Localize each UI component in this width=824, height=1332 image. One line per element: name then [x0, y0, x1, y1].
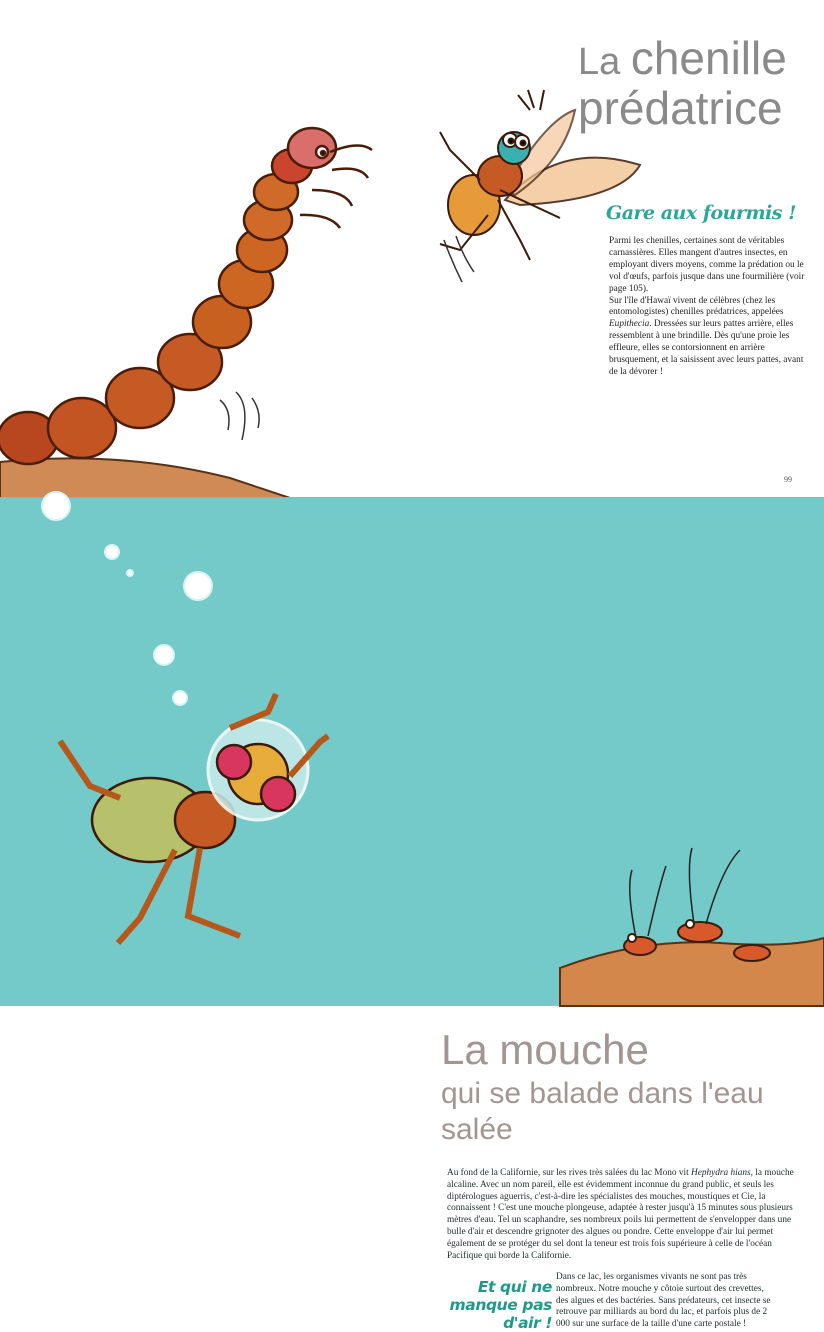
- diving-fly: [60, 694, 328, 943]
- body-text-secondary: [556, 1272, 778, 1331]
- paragraph: Parmi les chenilles, certaines sont de véritables carnassières. Elles mangent d'autres insectes, en employant divers moyens, comme la prédation ou le vol d'œufs, parfois jusque dans une fourmilière (voir page 105).: [609, 236, 805, 294]
- caterpillar: [0, 128, 372, 464]
- ground-mound: [0, 458, 290, 498]
- diving-fly-illustration: [0, 498, 824, 1006]
- page-title-line3: salée: [441, 1113, 513, 1146]
- body-text: [609, 236, 809, 379]
- motion-lines: [220, 392, 259, 440]
- paragraph: Dans ce lac, les organismes vivants ne sont pas très nombreux. Notre mouche y côtoie surtout des crevettes, des algues et des bactéries. Sans prédateurs, cet insecte se retrouve par milliards au bord du lac, et parfois plus de 2 000 sur une surface de la taille d'une carte postale !: [556, 1272, 771, 1330]
- body-text-main: [447, 1168, 805, 1262]
- air-bubbles: [42, 492, 212, 705]
- section-subtitle: Gare aux fourmis !: [606, 202, 796, 224]
- page-title-line2: prédatrice: [578, 82, 783, 134]
- paragraph: Sur l'île d'Hawaï vivent de célèbres (chez les entomologistes) chenilles prédatrices, appelées Eupithecia. Dressées sur leurs pattes arrière, elles ressemblent à une brindille. Dès qu'une proie les effleure, elles se contorsionnent en arrière brusquement, et la saisissent avec leurs pattes, avant de la dévorer !: [609, 295, 804, 377]
- paragraph: Au fond de la Californie, sur les rives très salées du lac Mono vit Hephydra hians, la mouche alcaline. Avec un nom pareil, elle est évidemment inconnue du grand public, et seuls les diptérologues aguerris, c'est-à-dire les spécialistes des mouches, moustiques et Cie, la connaissent ! C'est une mouche plongeuse, adaptée à rester jusqu'à 15 minutes sous plusieurs mètres d'eau. Tel un scaphandre, ses nombreux poils lui permettent de s'envelopper dans une bulle d'air et descendre grignoter des algues ou pondre. Cette enveloppe d'air lui permet également de se protéger du sel dont la teneur est trois fois supérieure à celle de l'océan Pacifique qui borde la Californie.: [447, 1168, 794, 1261]
- page-title-line2: qui se balade dans l'eau: [441, 1077, 764, 1110]
- page-title-line1: La mouche: [441, 1026, 649, 1073]
- page-number: 99: [784, 475, 792, 484]
- page-title-line1: La chenille: [578, 32, 787, 84]
- lake-bottom: [560, 938, 824, 1006]
- callout-heading: Et qui ne manque pas d'air !: [449, 1278, 552, 1332]
- bottom-page: [0, 498, 824, 1332]
- top-page: [0, 0, 824, 498]
